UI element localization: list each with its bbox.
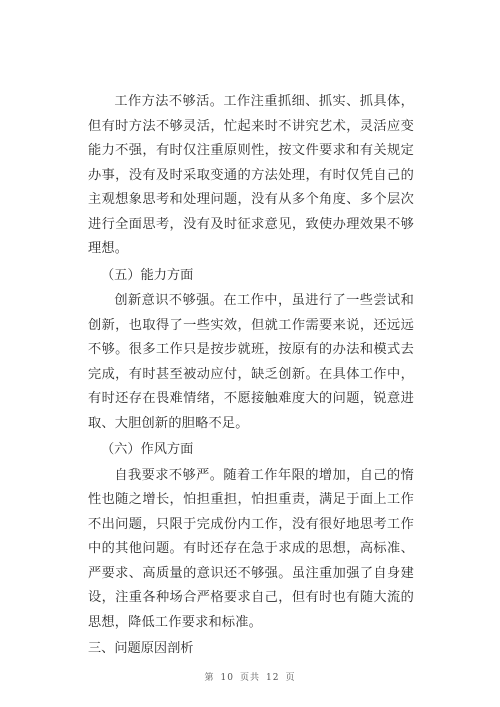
subheading-work-style: （六）作风方面 <box>101 442 194 457</box>
subheading-ability: （五）能力方面 <box>101 267 194 283</box>
footer-current-page: 10 <box>220 673 234 683</box>
page-footer <box>0 670 500 683</box>
document-body <box>88 90 414 662</box>
paragraph-innovation: 创新意识不够强。在工作中，虽进行了一些尝试和创新，也取得了一些实效，但就工作需要来说，还远远不够。很多工作只是按步就班，按原有的办法和模式去完成，有时甚至被动应付，缺乏创新。在具体工作中，有时还存在畏难情绪，不愿接触难度大的问题，锐意进取、大胆创新的胆略不足。 <box>88 293 414 431</box>
footer-total-pages: 12 <box>266 673 280 683</box>
footer-prefix: 第 <box>204 673 215 683</box>
paragraph-self-discipline: 自我要求不够严。随着工作年限的增加，自己的惰性也随之增长，怕担重担，怕担重责，满足于面上工作不出问题，只限于完成份内工作，没有很好地思考工作中的其他问题。有时还存在急于求成的思想，高标准、严要求、高质量的意识还不够强。虽注重加强了自身建设，注重各种场合严格要求自己，但有时也有随大流的思想，降低工作要求和标准。 <box>88 467 414 630</box>
footer-mid: 页共 <box>239 673 260 683</box>
paragraph-work-method: 工作方法不够活。工作注重抓细、抓实、抓具体，但有时方法不够灵活，忙起来时不讲究艺术，灵活应变能力不强，有时仅注重原则性，按文件要求和有关规定办事，没有及时采取变通的方法处理，有时仅凭自己的主观想象思考和处理问题，没有从多个角度、多个层次进行全面思考，没有及时征求意见，致使办理效果不够理想。 <box>88 94 414 256</box>
section-heading-cause-analysis: 三、问题原因剖析 <box>88 641 194 656</box>
footer-suffix: 页 <box>285 673 296 683</box>
